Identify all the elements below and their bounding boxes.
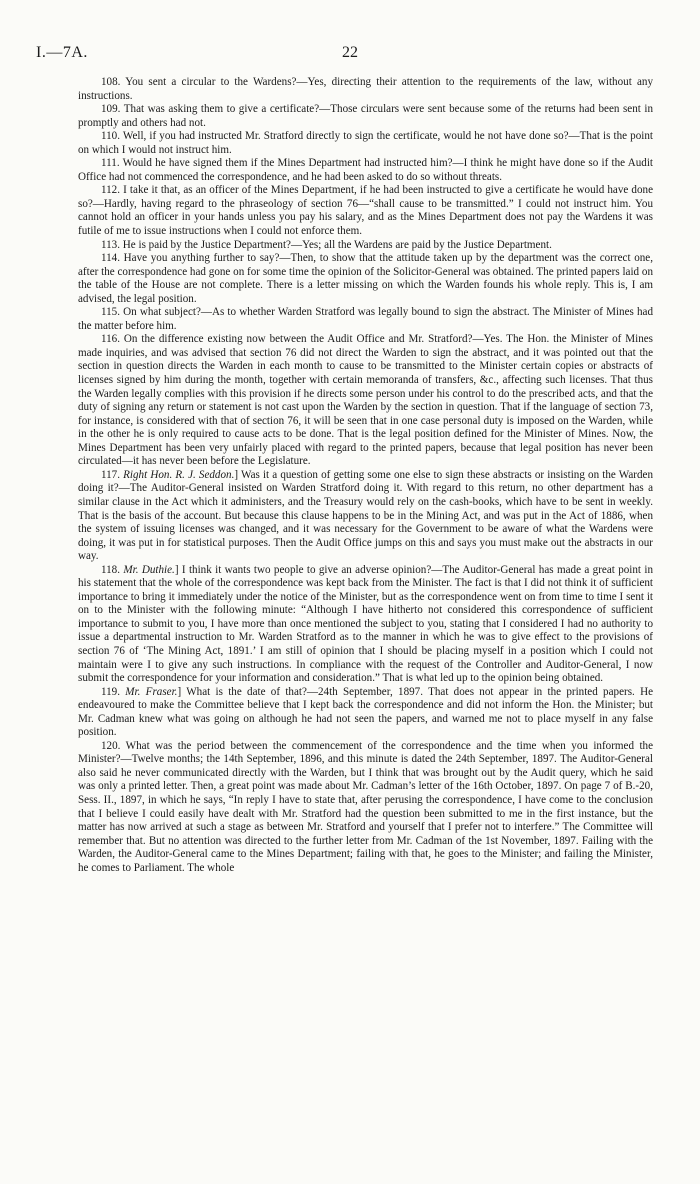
evidence-paragraph: 119. Mr. Fraser.] What is the date of that?—24th September, 1897. That does not appear in the printed papers. He endeavoured to make the Committee believe that I kept back the correspondence and did not inform the Hon. the Minister; but Mr. Cadman knew what was going on although he had not seen the papers, and warned me not to place myself in any false position. [78,685,654,739]
evidence-text-body [78,76,653,875]
evidence-paragraph: 115. On what subject?—As to whether Warden Stratford was legally bound to sign the abstract. The Minister of Mines had the matter before him. [78,306,653,332]
page-number: 22 [342,44,358,61]
speaker-name: Mr. Fraser. [125,685,178,698]
evidence-paragraph: 117. Right Hon. R. J. Seddon.] Was it a question of getting some one else to sign these abstracts or insisting on the Warden doing it?—The Auditor-General insisted on Warden Stratford doing it. With regard to this return, no other department has a similar clause in the Act which it administers, and the Treasury would rely on the cash-books, which have to be sent in weekly. That is the basis of the account. But because this clause happens to be in the Mining Act, and was put in the Act of 1886, when the system of issuing licenses was changed, and it was necessary for the Government to be aware of what the Wardens were doing, it was put in for statistical purposes. Then the Audit Office jumps on this and says you must make out the abstracts in our way. [78,468,653,563]
evidence-paragraph: 113. He is paid by the Justice Department?—Yes; all the Wardens are paid by the Justice Department. [101,238,552,251]
evidence-paragraph: 116. On the difference existing now between the Audit Office and Mr. Stratford?—Yes. The Hon. the Minister of Mines made inquiries, and was advised that section 76 did not direct the Warden to sign the abstract, and it was pointed out that the section in question directs the Warden in each month to cause to be transmitted to the Minister certain copies or abstracts of licenses signed by him during the month, together with certain memoranda of transfers, &c., affecting such licenses. That thus the Warden legally complies with this provision if he directs some person under his control to do the prescribed acts, and that the duty of signing any return or statement is not cast upon the Warden by the section in question. That if the language of section 73, for instance, is considered with that of section 76, it will be seen that in one case personal duty is imposed on the Warden, while in the other he is only required to cause acts to be done. That is the legal position defined for the Minister of Mines. Now, the Mines Department has been very unfairly placed with regard to the printed papers, because that legal position has never been circulated—it has never been before the Legislature. [78,333,653,468]
evidence-paragraph: 114. Have you anything further to say?—Then, to show that the attitude taken up by the department was the correct one, after the correspondence had gone on for some time the opinion of the Solicitor-General was obtained. The printed papers laid on the table of the House are not complete. There is a letter missing on which the Warden founds his whole reply. This is, I am advised, the legal position. [78,252,653,305]
document-reference: I.—7A. [36,44,88,61]
evidence-paragraph: 108. You sent a circular to the Wardens?—Yes, directing their attention to the requirements of the law, without any instructions. [78,76,653,102]
evidence-paragraph: 109. That was asking them to give a certificate?—Those circulars were sent because some of the returns had been sent in promptly and others had not. [78,103,653,129]
evidence-paragraph: 118. Mr. Duthie.] I think it wants two people to give an adverse opinion?—The Auditor-General has made a great point in his statement that the whole of the correspondence was kept back from the Minister. The fact is that I did not think it of sufficient importance to bring it immediately under the notice of the Minister, but as the correspondence went on from time to time I sent it on to the Minister with the following minute: “Although I have hitherto not considered this correspondence of sufficient importance to submit to you, I have more than once mentioned the subject to you, stating that I considered I had no authority to issue a departmental instruction to Mr. Warden Stratford as to the manner in which he was to give effect to the provisions of section 76 of ‘The Mining Act, 1891.’ I am still of opinion that I should be placing myself in a position which I could not maintain were I to give any such instructions. In compliance with the request of the Controller and Auditor-General, I now submit the correspondence for your information and consideration.” That is what led up to the opinion being obtained. [78,563,654,685]
evidence-paragraph: 112. I take it that, as an officer of the Mines Department, if he had been instructed to give a certificate he would have done so?—Hardly, having regard to the phraseology of section 76—“shall cause to be transmitted.” I could not instruct him. You cannot hold an officer in your hands unless you pay his salary, and as the Mines Department does not pay the Wardens it was futile of me to issue instructions when I could not enforce them. [78,184,653,238]
page-header [36,44,664,64]
speaker-name: Right Hon. R. J. Seddon. [123,468,235,481]
evidence-paragraph: 110. Well, if you had instructed Mr. Stratford directly to sign the certificate, would he not have done so?—That is the point on which I would not instruct him. [78,130,653,156]
evidence-paragraph: 120. What was the period between the commencement of the correspondence and the time when you informed the Minister?—Twelve months; the 14th September, 1896, and this minute is dated the 24th September, 1897. The Auditor-General also said he never communicated directly with the Warden, but I think that was brought out by the Audit query, which he said was only a printed letter. Then, a great point was made about Mr. Cadman’s letter of the 16th October, 1897. On page 7 of B.-20, Sess. II., 1897, in which he says, “In reply I have to state that, after perusing the correspondence, I have come to the conclusion that I believe I could easily have dealt with Mr. Stratford had the question been submitted to me in the first instance, but the matter has now arrived at such a stage as between Mr. Stratford and yourself that I prefer not to interfere.” The Committee will remember that. But no attention was directed to the further letter from Mr. Cadman of the 1st November, 1897. Failing with the Warden, the Auditor-General came to the Mines Department; failing with that, he goes to the Minister; and failing the Minister, he comes to Parliament. The whole [78,739,653,874]
evidence-paragraph: 111. Would he have signed them if the Mines Department had instructed him?—I think he might have done so if the Audit Office had not commenced the correspondence, and he had been asked to do so without threats. [78,157,653,183]
speaker-name: Mr. Duthie. [123,563,175,576]
